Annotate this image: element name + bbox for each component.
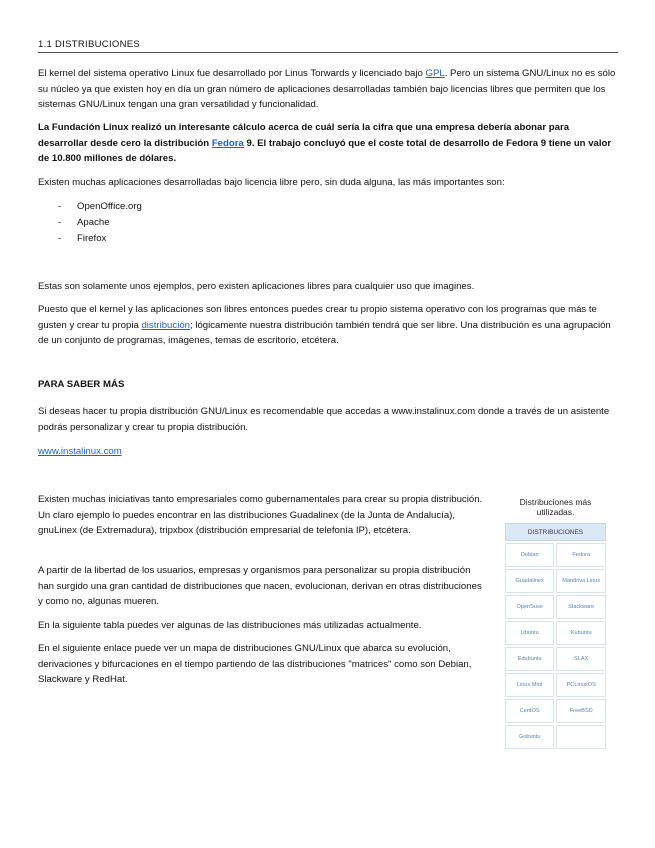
table-cell[interactable]: Slackware <box>556 595 606 619</box>
paragraph-kernel-apps: Puesto que el kernel y las aplicaciones son libres entonces puedes crear tu propio sistema operativo con los programas que más te gusten y crear tu propia distribución; lógicamente nuestra distribución también tendrá que ser libre. Una distribución es una agrupación de un conjunto de programas, imágenes, temas de escritorio, etcétera. <box>38 304 611 347</box>
table-row <box>505 673 606 697</box>
apps-list <box>38 199 616 247</box>
table-cell[interactable]: Kubuntu <box>556 621 606 645</box>
list-item: - Apache <box>38 215 616 231</box>
paragraph-kernel: El kernel del sistema operativo Linux fue desarrollado por Linus Torwards y licenciado bajo GPL. Pero un sistema GNU/Linux no es sólo su núcleo ya que existen hoy en día un gran número de aplicaciones desarrolladas también bajo licencias libres que permiten que los sistemas GNU/Linux tengan una gran versatilidad y funcionalidad. <box>38 68 616 111</box>
table-cell <box>556 725 606 749</box>
table-row <box>505 647 606 671</box>
paragraph-fundacion: La Fundación Linux realizó un interesante cálculo acerca de cuál sería la cifra que una empresa debería abonar para desarrollar desde cero la distribución Fedora 9. El trabajo concluyó que el coste total de desarrollo de Fedora 9 tiene un valor de 10.800 millones de dólares. <box>38 122 612 165</box>
paragraph-tabla-intro: En la siguiente tabla puedes ver algunas de las distribuciones más utilizadas actualmente. <box>38 620 422 631</box>
section-title: 1.1 DISTRIBUCIONES <box>38 39 618 53</box>
paragraph-examples: Estas son solamente unos ejemplos, pero existen aplicaciones libres para cualquier uso que imagines. <box>38 281 475 292</box>
paragraph-apps-intro: Existen muchas aplicaciones desarrolladas bajo licencia libre pero, sin duda alguna, las más importantes son: <box>38 177 505 188</box>
para-saber-mas-heading: PARA SABER MÁS <box>38 379 125 390</box>
table-cell[interactable]: PCLinuxOS <box>556 673 606 697</box>
table-cell[interactable]: Edubuntu <box>505 647 554 671</box>
table-cell[interactable]: SLAX <box>556 647 606 671</box>
distro-table-figure <box>503 497 608 751</box>
table-cell[interactable]: Gobuntu <box>505 725 554 749</box>
fedora-link[interactable]: Fedora <box>211 137 244 149</box>
table-row <box>505 621 606 645</box>
distribucion-link[interactable]: distribución <box>141 319 190 331</box>
table-row <box>505 543 606 567</box>
distro-table-header: DISTRIBUCIONES <box>505 523 606 541</box>
gpl-link[interactable]: GPL <box>425 68 445 79</box>
list-item: - OpenOffice.org <box>38 199 616 215</box>
instalinux-link[interactable]: www.instalinux.com <box>38 446 122 457</box>
table-row <box>505 595 606 619</box>
table-row <box>505 725 606 749</box>
table-row <box>505 699 606 723</box>
paragraph-mapa: En el siguiente enlace puede ver un mapa de distribuciones GNU/Linux que abarca su evolución, derivaciones y bifurcaciones en el tiempo partiendo de las distribuciones "matrices" como son Debian, Slackware y RedHat. <box>38 643 472 686</box>
table-cell[interactable]: Ubuntu <box>505 621 554 645</box>
table-row <box>505 569 606 593</box>
table-cell[interactable]: Linux Mint <box>505 673 554 697</box>
paragraph-iniciativas: Existen muchas iniciativas tanto empresariales como gubernamentales para crear su propia distribución. Un claro ejemplo lo puedes encontrar en las distribuciones Guadalinex (de la Junta de Andalucía), gnuLinex (de Extremadura), tripxbox (distribución empresarial de telefonía IP), etcétera. <box>38 494 483 537</box>
paragraph-instalinux: Si deseas hacer tu propia distribución GNU/Linux es recomendable que accedas a www.instalinux.com donde a través de un asistente podrás personalizar y crear tu propia distribución. <box>38 406 610 433</box>
instalinux-link-line <box>38 444 616 460</box>
table-cell[interactable]: Debian <box>505 543 554 567</box>
table-cell[interactable]: FreeBSD <box>556 699 606 723</box>
table-cell[interactable]: CentOS <box>505 699 554 723</box>
distro-table-caption: Distribuciones más utilizadas. <box>519 497 592 517</box>
table-cell[interactable]: Mandriva Linux <box>556 569 606 593</box>
paragraph-libertad: A partir de la libertad de los usuarios, empresas y organismos para personalizar su propia distribución han surgido una gran cantidad de distribuciones que nacen, evolucionan, derivan en otras distribuciones y como no, algunas mueren. <box>38 565 482 608</box>
table-cell[interactable]: Guadalinex <box>505 569 554 593</box>
distro-table <box>503 521 608 751</box>
list-item: - Firefox <box>38 231 616 247</box>
table-cell[interactable]: Fedora <box>556 543 606 567</box>
table-cell[interactable]: OpenSuse <box>505 595 554 619</box>
